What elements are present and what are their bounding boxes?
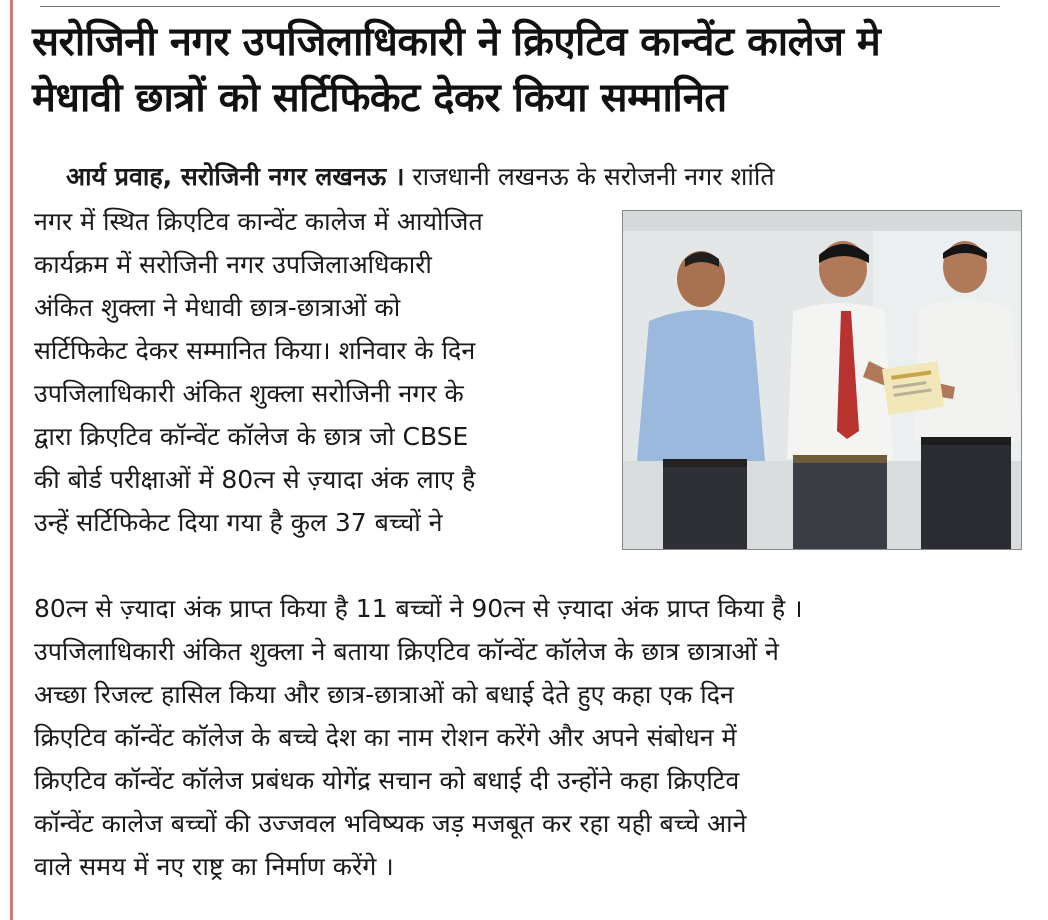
first-line-text: राजधानी लखनऊ के सरोजनी नगर शांति — [412, 162, 775, 191]
headline — [32, 14, 1022, 126]
full-line-1: 80त्न से ज़्यादा अंक प्राप्त किया है 11 बच्चों ने 90त्न से ज़्यादा अंक प्राप्त किया है । — [34, 594, 803, 623]
column-line-8: उन्हें सर्टिफिकेट दिया गया है कुल 37 बच्चों ने — [34, 508, 443, 537]
column-line-3: अंकित शुक्ला ने मेधावी छात्र-छात्राओं को — [34, 293, 401, 322]
column-line-1: नगर में स्थित क्रिएटिव कान्वेंट कालेज में आयोजित — [34, 207, 483, 236]
full-line-4: क्रिएटिव कॉन्वेंट कॉलेज के बच्चे देश का नाम रोशन करेंगे और अपने संबोधन में — [34, 723, 737, 752]
column-line-5: उपजिलाधिकारी अंकित शुक्ला सरोजिनी नगर के — [34, 379, 464, 408]
full-line-3: अच्छा रिजल्ट हासिल किया और छात्र-छात्राओं को बधाई देते हुए कहा एक दिन — [34, 680, 734, 709]
column-line-4: सर्टिफिकेट देकर सम्मानित किया। शनिवार के दिन — [34, 336, 476, 365]
full-line-7: वाले समय में नए राष्ट्र का निर्माण करेंगे । — [34, 852, 394, 881]
headline-line-2: मेधावी छात्रों को सर्टिफिकेट देकर किया सम्मानित — [32, 75, 727, 121]
page-left-border — [10, 0, 13, 920]
award-ceremony-photo-icon — [623, 211, 1021, 549]
full-line-5: क्रिएटिव कॉन्वेंट कॉलेज प्रबंधक योगेंद्र सचान को बधाई दी उन्होंने कहा क्रिएटिव — [34, 766, 740, 795]
column-line-6: द्वारा क्रिएटिव कॉन्वेंट कॉलेज के छात्र जो CBSE — [34, 422, 469, 451]
column-line-2: कार्यक्रम में सरोजिनी नगर उपजिलाअधिकारी — [34, 250, 432, 279]
column-line-7: की बोर्ड परीक्षाओं में 80त्न से ज़्यादा अंक लाए है — [34, 465, 476, 494]
dateline: आर्य प्रवाह, सरोजिनी नगर लखनऊ । — [66, 162, 405, 191]
headline-line-1: सरोजिनी नगर उपजिलाधिकारी ने क्रिएटिव कान्वेंट कालेज मे — [32, 19, 881, 65]
full-line-2: उपजिलाधिकारी अंकित शुक्ला ने बताया क्रिएटिव कॉन्वेंट कॉलेज के छात्र छात्राओं ने — [34, 637, 779, 666]
cut-off-previous-article — [40, 0, 1000, 7]
award-ceremony-photo — [622, 210, 1022, 550]
full-line-6: कॉन्वेंट कालेज बच्चों की उज्जवल भविष्यक जड़ मजबूत कर रहा यही बच्चे आने — [34, 809, 747, 838]
first-body-line — [66, 158, 775, 196]
